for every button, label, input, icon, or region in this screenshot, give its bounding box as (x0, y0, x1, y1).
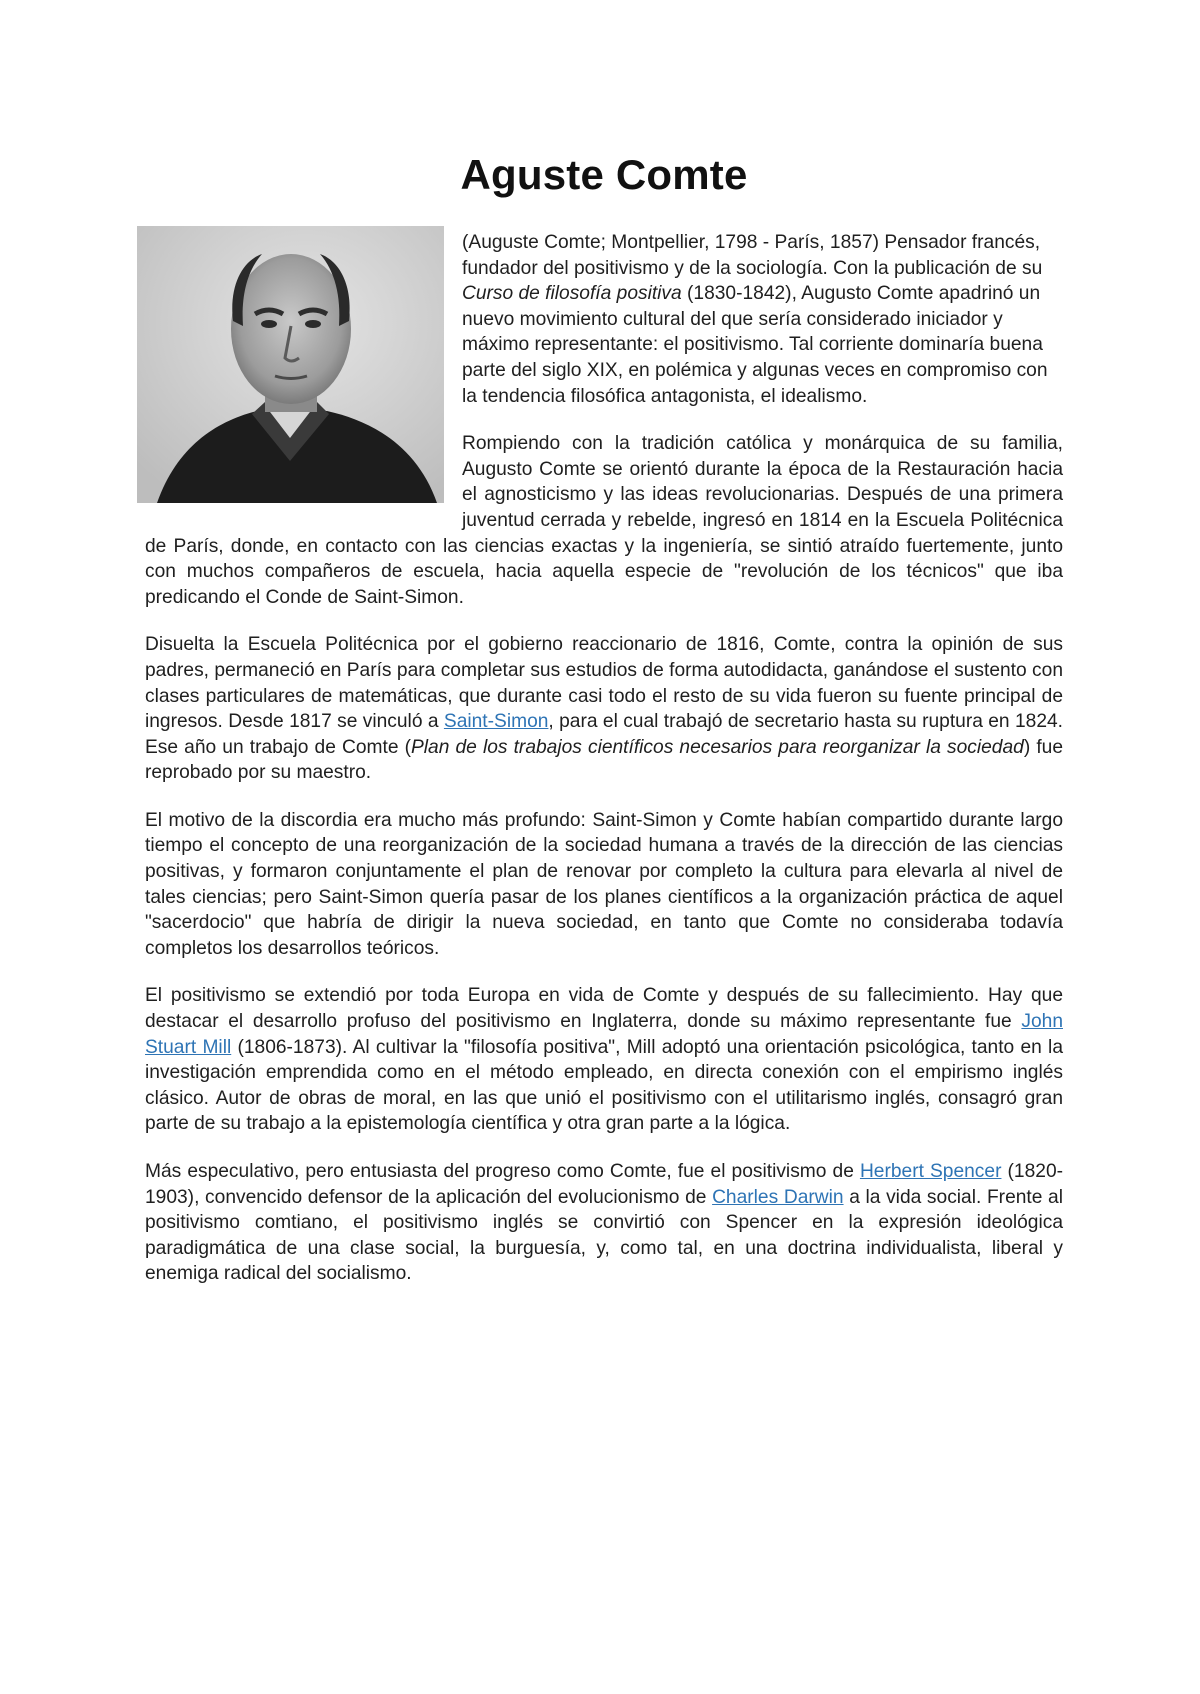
herbert-spencer-link[interactable]: Herbert Spencer (859, 1161, 1002, 1182)
john-stuart-mill-link[interactable]: John Stuart Mill (145, 1011, 1063, 1058)
mill-text-a: El positivismo se extendió por toda Europa en vida de Comte y después de su fallecimiento. Hay que destacar el desarrollo profuso del positivismo en Inglaterra, donde su máximo representante fue (145, 985, 1063, 1033)
spencer-text-a: Más especulativo, pero entusiasta del progreso como Comte, fue el positivismo de (145, 1161, 860, 1182)
paragraph-discord (145, 808, 1063, 962)
saint-simon-text-c: ) fue reprobado por su maestro. (145, 736, 1064, 784)
intro-book-title: Curso de filosofía positiva (462, 283, 682, 305)
paragraph-spencer (145, 1159, 1063, 1287)
portrait-image (137, 226, 444, 503)
saint-simon-text-a: Disuelta la Escuela Politécnica por el gobierno reaccionario de 1816, Comte, contra la opinión de sus padres, permaneció en París para completar sus estudios de forma autodidacta, ganándose el sustento con clases particulares de matemáticas, que durante casi todo el resto de su vida fueron su fuente principal de ingresos. Desde 1817 se vinculó a (145, 634, 1063, 733)
saint-simon-text-b: , para el cual trabajó de secretario hasta su ruptura en 1824. Ese año un trabajo de Comte ( (145, 711, 1063, 758)
plan-work-title: Plan de los trabajos científicos necesarios para reorganizar la sociedad (411, 736, 1024, 758)
intro-text-b: (1830-1842), Augusto Comte apadrinó un nuevo movimiento cultural del que sería considerado iniciador y máximo representante: el positivismo. Tal corriente dominaría buena parte del siglo XIX, en polémica y algunas veces en compromiso con la tendencia filosófica antagonista, el idealismo. (462, 283, 1048, 407)
document-title: Aguste Comte (460, 151, 748, 198)
intro-text-a: (Auguste Comte; Montpellier, 1798 - París, 1857) Pensador francés, fundador del positivismo y de la sociología. Con la publicación de su (462, 232, 1043, 279)
spencer-text-c: a la vida social. Frente al positivismo comtiano, el positivismo inglés se convirtió con Spencer en la expresión ideológica paradigmática de una clase social, la burguesía, y, como tal, en una doctrina individualista, liberal y enemiga radical del socialismo. (145, 1186, 1063, 1285)
charles-darwin-link[interactable]: Charles Darwin (712, 1186, 844, 1208)
document-page (145, 0, 1063, 1309)
paragraph-mill (145, 983, 1063, 1137)
youth-text: Rompiendo con la tradición católica y monárquica de su familia, Augusto Comte se orientó durante la época de la Restauración hacia el agnosticismo y las ideas revolucionarias. Después de una primera juventud cerrada y rebelde, ingresó en 1814 en la Escuela Politécnica de París, donde, en contacto con las ciencias exactas y la ingeniería, se sintió atraído fuertemente, junto con muchos compañeros de escuela, hacia aquella especie de "revolución de los técnicos" que iba predicando el Conde de Saint-Simon. (145, 433, 1063, 608)
spencer-text-b: (1820-1903), convencido defensor de la aplicación del evolucionismo de (145, 1161, 1064, 1208)
paragraph-saint-simon (145, 632, 1063, 786)
mill-text-b: (1806-1873). Al cultivar la "filosofía positiva", Mill adoptó una orientación psicológica, tanto en la investigación emprendida como en el método empleado, en directa conexión con el empirismo inglés clásico. Autor de obras de moral, en las que unió el positivismo con el utilitarismo inglés, consagró gran parte de su trabajo a la epistemología científica y otra gran parte a la lógica. (145, 1036, 1063, 1135)
discord-text: El motivo de la discordia era mucho más profundo: Saint-Simon y Comte habían compartido durante largo tiempo el concepto de una reorganización de la sociedad humana a través de la dirección de las ciencias positivas, y formaron conjuntamente el plan de renovar por completo la cultura para elevarla al nivel de tales ciencias; pero Saint-Simon quería pasar de los planes científicos a la organización práctica de aquel "sacerdocio" que habría de dirigir la nueva sociedad, en tanto que Comte no consideraba todavía completos los desarrollos teóricos. (145, 809, 1063, 959)
saint-simon-link[interactable]: Saint-Simon (443, 711, 549, 733)
